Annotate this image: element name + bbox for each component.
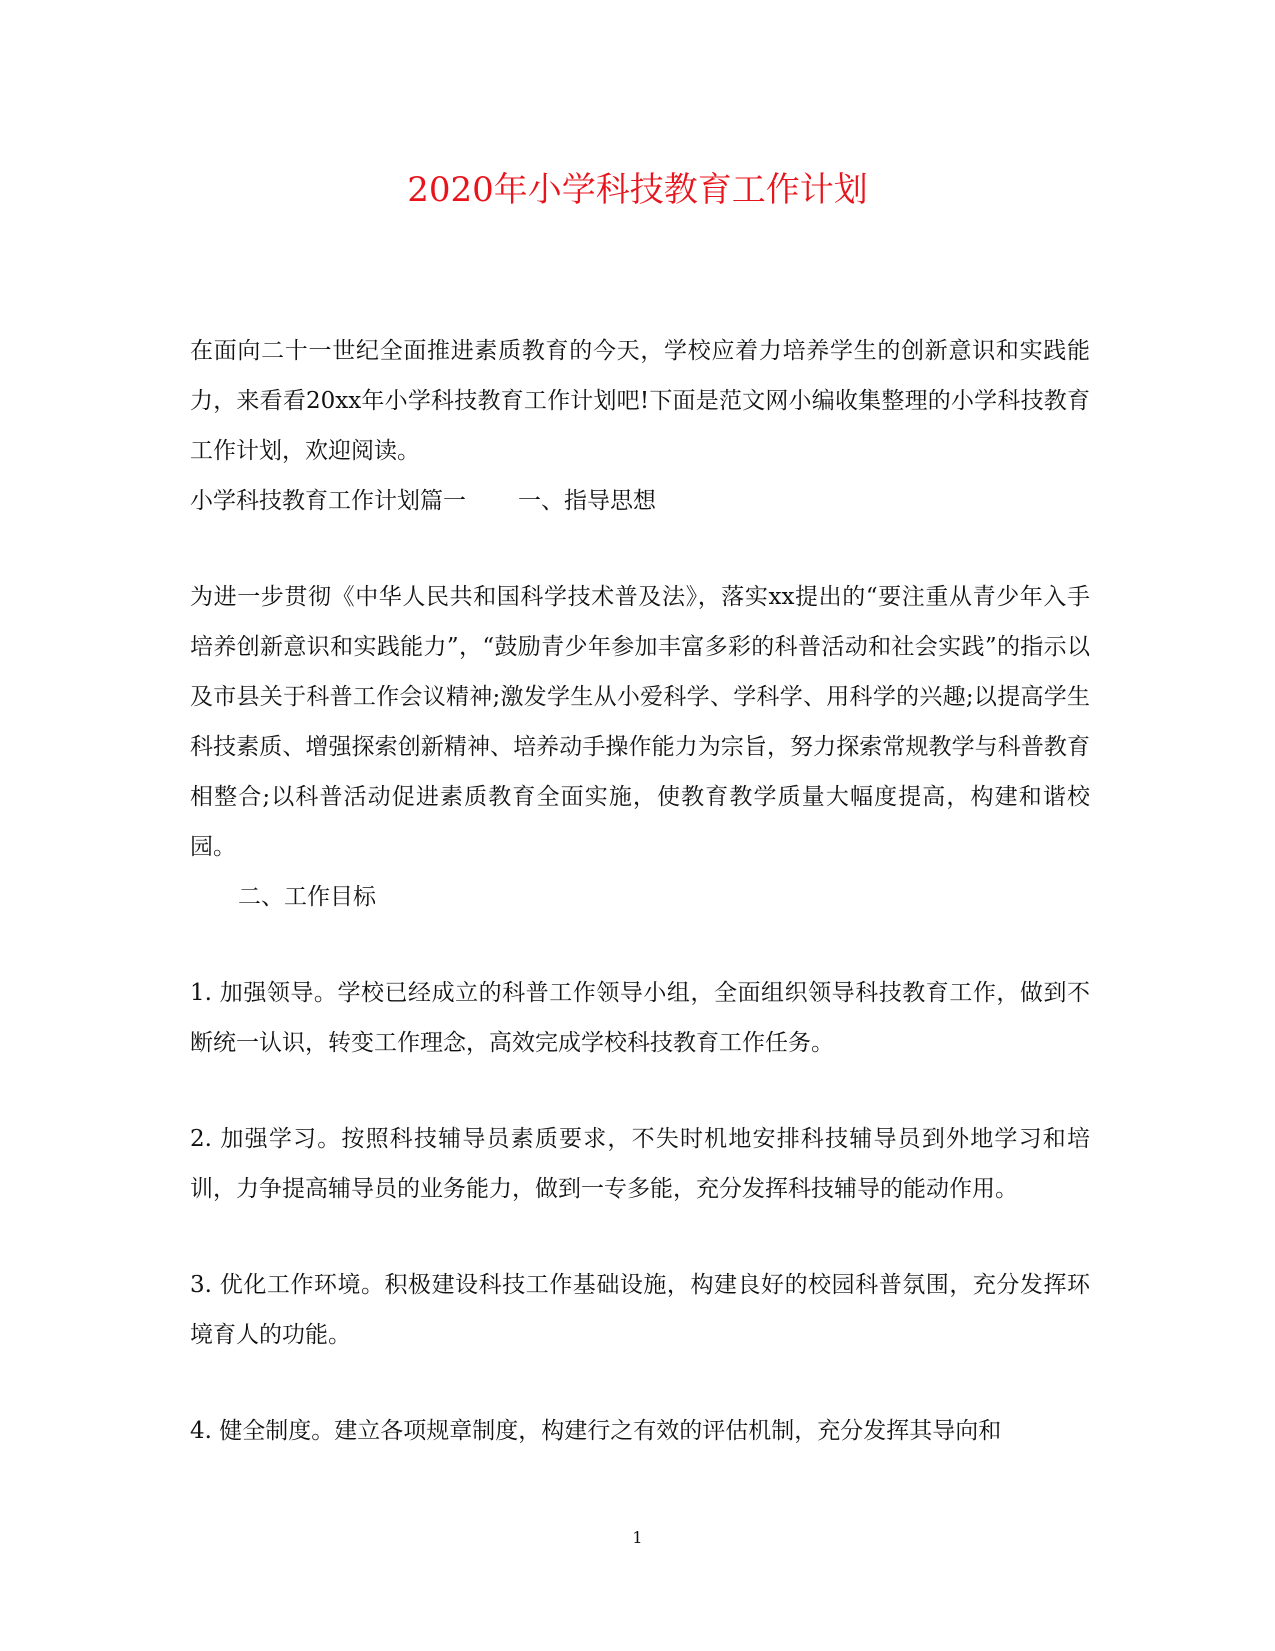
goal-item-4: 4. 健全制度。建立各项规章制度，构建行之有效的评估机制，充分发挥其导向和 — [190, 1418, 1002, 1444]
section-heading-line — [190, 476, 1090, 526]
goal-item-2: 2. 加强学习。按照科技辅导员素质要求，不失时机地安排科技辅导员到外地学习和培训，力争提高辅导员的业务能力，做到一专多能，充分发挥科技辅导的能动作用。 — [190, 1126, 1090, 1202]
heading-guiding-thought: 一、指导思想 — [518, 488, 656, 514]
section-label: 小学科技教育工作计划篇一 — [190, 488, 466, 514]
goal-item-3: 3. 优化工作环境。积极建设科技工作基础设施，构建良好的校园科普氛围，充分发挥环境育人的功能。 — [190, 1272, 1090, 1348]
guiding-paragraph: 为进一步贯彻《中华人民共和国科学技术普及法》，落实xx提出的“要注重从青少年入手培养创新意识和实践能力”，“鼓励青少年参加丰富多彩的科普活动和社会实践”的指示以及市县关于科普工作会议精神;激发学生从小爱科学、学科学、用科学的兴趣;以提高学生科技素质、增强探索创新精神、培养动手操作能力为宗旨，努力探索常规教学与科普教育相整合;以科普活动促进素质教育全面实施，使教育教学质量大幅度提高，构建和谐校园。 — [190, 584, 1090, 860]
goal-item-1: 1. 加强领导。学校已经成立的科普工作领导小组，全面组织领导科技教育工作，做到不断统一认识，转变工作理念，高效完成学校科技教育工作任务。 — [190, 980, 1090, 1056]
document-body — [190, 326, 1090, 1456]
intro-paragraph: 在面向二十一世纪全面推进素质教育的今天，学校应着力培养学生的创新意识和实践能力，来看看20xx年小学科技教育工作计划吧!下面是范文网小编收集整理的小学科技教育工作计划，欢迎阅读。 — [190, 338, 1090, 464]
heading-work-goals: 二、工作目标 — [238, 884, 376, 910]
document-title: 2020年小学科技教育工作计划 — [407, 170, 868, 210]
page-number: 1 — [632, 1528, 643, 1547]
